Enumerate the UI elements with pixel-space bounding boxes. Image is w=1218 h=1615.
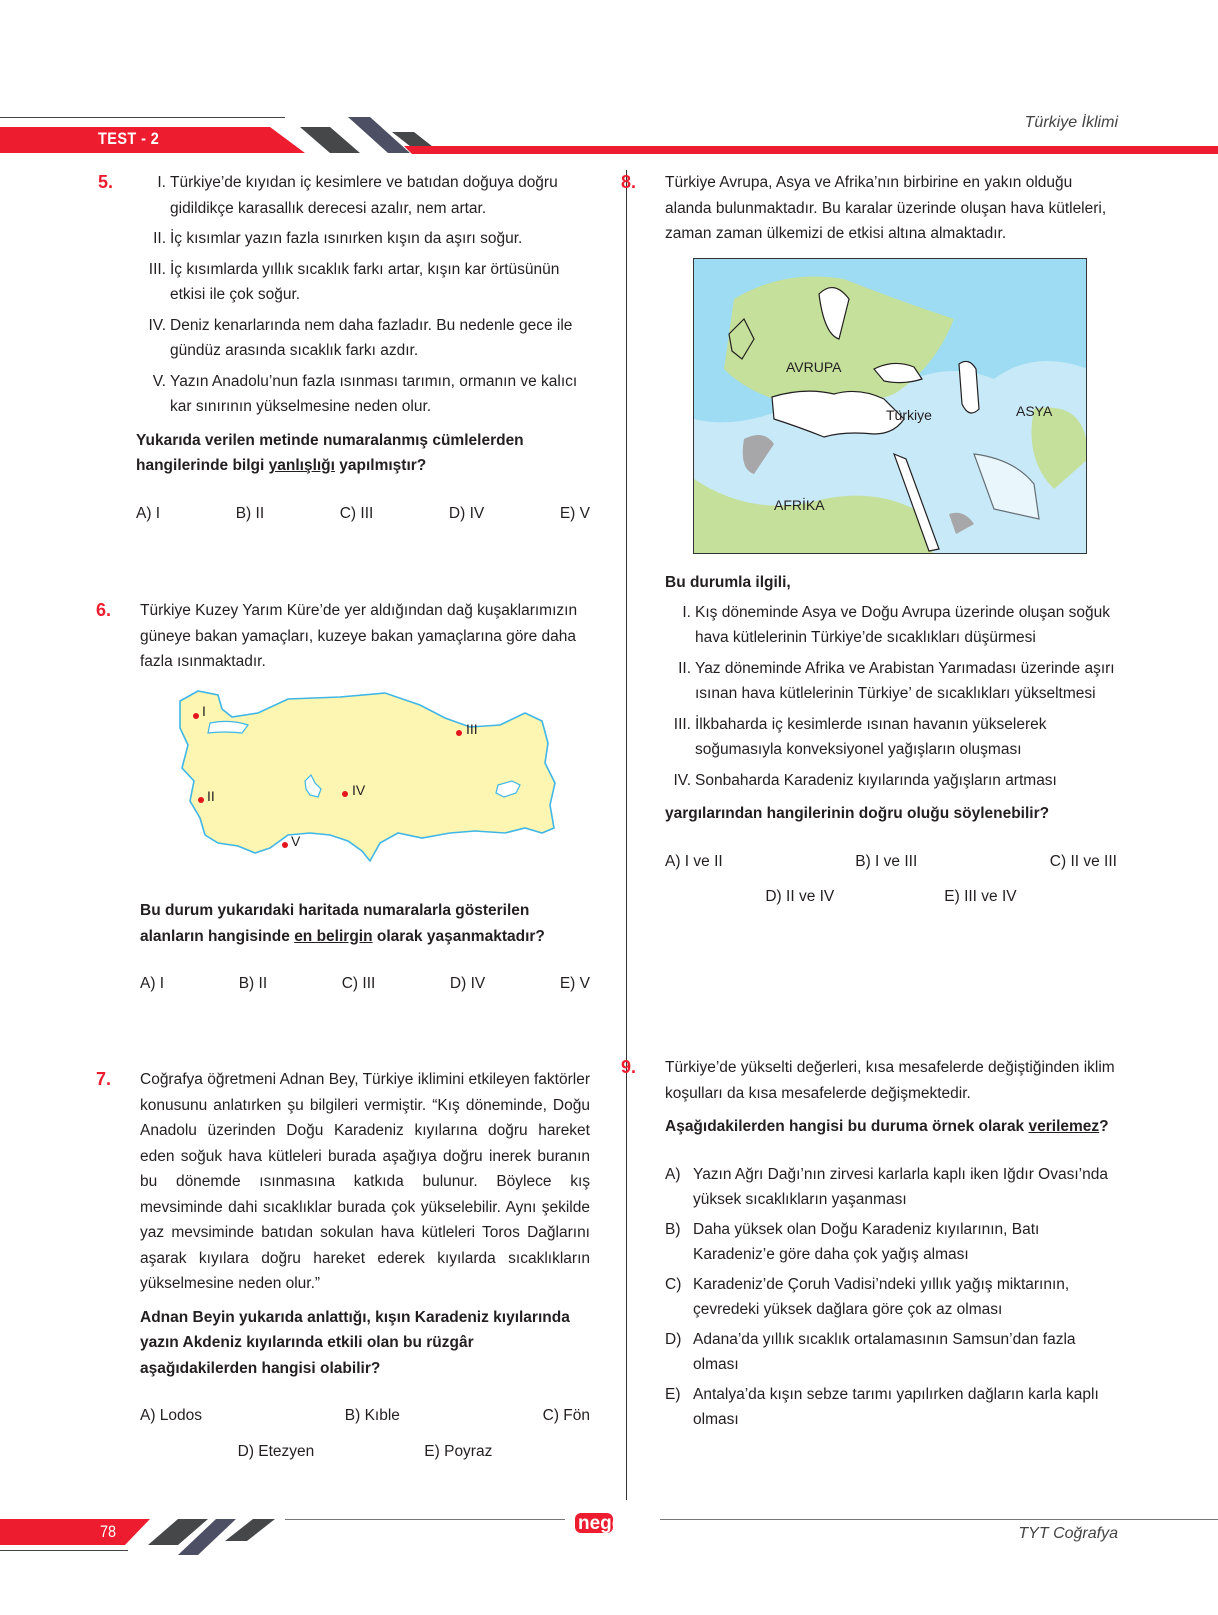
question-number: 9. [621, 1057, 637, 1077]
option-c[interactable]: C) III [339, 504, 374, 522]
question-number: 8. [621, 172, 637, 192]
option-b[interactable]: B) Kıble [344, 1407, 400, 1424]
page-number: 78 [100, 1522, 117, 1541]
map-label-asia: ASYA [1016, 403, 1053, 419]
option-a[interactable]: A) Lodos [140, 1407, 203, 1424]
question-stem: yargılarından hangilerinin doğru oluğu söylenebilir? [665, 805, 1050, 822]
question-text: Türkiye Avrupa, Asya ve Afrika’nın birbirine en yakın olduğu alanda bulunmaktadır. Bu karalar üzerinde oluşan hava kütleleri, zaman zaman ülkemizi de etkisi altına almaktadır. [665, 174, 1107, 242]
answer-options [136, 501, 590, 527]
statement-i: I. Türkiye’de kıyıdan iç kesimlere ve batıdan doğuya doğru gidildikçe karasallık derecesi azalır, nem artar. [157, 174, 558, 217]
map-point-iii [456, 730, 462, 736]
option-c[interactable]: C) II ve III [1049, 852, 1117, 870]
question-text: Türkiye’de yükselti değerleri, kısa mesafelerde değiştiğinden iklim koşulları da kısa mesafelerde değişmektedir. [665, 1059, 1115, 1102]
option-d[interactable]: D) IV [449, 975, 486, 992]
answer-options-row1 [665, 849, 1117, 875]
option-c[interactable]: C) Fön [542, 1407, 590, 1424]
header-red-rule [404, 146, 1218, 154]
question-6 [96, 598, 590, 675]
question-5 [98, 170, 590, 526]
option-b[interactable]: B) II [235, 504, 265, 522]
option-e[interactable]: E) III ve IV [944, 888, 1017, 905]
chapter-title: Türkiye İklimi [1024, 114, 1118, 131]
question-number: 6. [96, 600, 112, 620]
question-text: Türkiye Kuzey Yarım Küre’de yer aldığından dağ kuşaklarımızın güneye bakan yamaçları, kuzeye bakan yamaçlarına göre daha fazla ısınmaktadır. [140, 602, 578, 670]
question-number: 5. [98, 172, 114, 192]
statement-ii: II. İç kısımlar yazın fazla ısınırken kışın da aşırı soğur. [153, 230, 523, 247]
option-c[interactable]: C) Karadeniz’de Çoruh Vadisi’ndeki yıllık yağış miktarının, çevredeki yüksek dağlara göre çok az olması [665, 1275, 1070, 1318]
statement-iv: IV. Deniz kenarlarında nem daha fazladır. Bu nedenle gece ile gündüz arasında sıcaklık farkı azdır. [148, 316, 573, 359]
question-stem: Adnan Beyin yukarıda anlattığı, kışın Karadeniz kıyılarında yazın Akdeniz kıyılarında etkili olan bu rüzgâr aşağıdakilerden hangisi olabilir? [140, 1308, 570, 1377]
footer-rule-left [285, 1519, 565, 1520]
page-footer [0, 1505, 1218, 1565]
option-d[interactable]: D) Etezyen [237, 1442, 315, 1460]
question-9 [621, 1055, 1117, 1437]
map-point-ii [198, 797, 204, 803]
turkey-outline-icon [170, 683, 570, 883]
map-label-africa: AFRİKA [774, 497, 825, 513]
footer-red-band [0, 1519, 150, 1545]
statement-iii: III. İlkbaharda iç kesimlerde ısınan havanın yükselerek soğumasıyla konveksiyonel yağışların oluşması [673, 715, 1047, 758]
page-header [0, 100, 1218, 160]
statement-v: V. Yazın Anadolu’nun fazla ısınması tarımın, ormanın ve kalıcı kar sınırının yükselmesine neden olur. [152, 372, 578, 415]
answer-options [665, 1162, 1117, 1433]
question-stem: Bu durum yukarıdaki haritada numaralarla gösterilen alanların hangisinde en belirgin olarak yaşanmaktadır? [140, 902, 545, 945]
nego-logo-icon [573, 1505, 653, 1535]
option-e[interactable]: E) V [559, 975, 590, 992]
map-label-turkey: Türkiye [886, 407, 932, 423]
map-point-i [193, 713, 199, 719]
answer-options-row2 [140, 1439, 590, 1465]
course-title: TYT Coğrafya [1018, 1525, 1118, 1542]
option-b[interactable]: B) Daha yüksek olan Doğu Karadeniz kıyılarının, Batı Karadeniz’e göre daha çok yağış alması [665, 1220, 1040, 1263]
map-point-v [282, 842, 288, 848]
option-a[interactable]: A) I [140, 975, 165, 992]
option-d[interactable]: D) II ve IV [765, 888, 835, 905]
question-8 [621, 170, 1117, 247]
question-8-stem [665, 570, 1117, 910]
option-c[interactable]: C) III [341, 975, 376, 992]
statement-ii: II. Yaz döneminde Afrika ve Arabistan Yarımadası üzerinde aşırı ısınan hava kütlelerinin Türkiye’ de sıcaklıkları yükseltmesi [678, 659, 1115, 702]
question-6-stem [140, 898, 590, 997]
question-number: 7. [96, 1069, 112, 1089]
option-a[interactable]: A) I [136, 504, 161, 522]
publisher-logo [573, 1505, 653, 1535]
question-7 [96, 1067, 590, 1464]
footer-rule-right [660, 1519, 1218, 1520]
footer-rule [0, 1550, 128, 1551]
option-a[interactable]: A) Yazın Ağrı Dağı’nın zirvesi karlarla kaplı iken Iğdır Ovası’nda yüksek sıcaklıkların yaşanması [665, 1165, 1108, 1208]
question-stem: Aşağıdakilerden hangisi bu duruma örnek olarak verilemez? [665, 1118, 1109, 1135]
map-point-iv [342, 791, 348, 797]
question-intro: Bu durumla ilgili, [665, 574, 791, 591]
question-stem: Yukarıda verilen metinde numaralanmış cümlelerden hangilerinde bilgi yanlışlığı yapılmıştır? [136, 431, 524, 474]
test-label: TEST - 2 [98, 129, 160, 148]
option-e[interactable]: E) Antalya’da kışın sebze tarımı yapılırken dağların karla kaplı olması [665, 1385, 1099, 1428]
option-b[interactable]: B) I ve III [855, 852, 918, 870]
option-e[interactable]: E) V [559, 504, 590, 522]
answer-options-row2 [665, 884, 1117, 910]
option-b[interactable]: B) II [238, 975, 268, 992]
option-d[interactable]: D) IV [448, 504, 485, 522]
option-a[interactable]: A) I ve II [665, 852, 723, 870]
answer-options-row1 [140, 1403, 590, 1429]
column-divider [626, 170, 627, 1500]
header-rule [0, 117, 285, 118]
option-d[interactable]: D) Adana’da yıllık sıcaklık ortalamasının Samsun’dan fazla olması [665, 1330, 1076, 1373]
answer-options [140, 971, 590, 997]
header-stripe-icon [300, 127, 360, 153]
europe-asia-africa-map [693, 258, 1087, 554]
svg-text:nego: nego [578, 1513, 624, 1534]
question-text: Coğrafya öğretmeni Adnan Bey, Türkiye iklimini etkileyen faktörler konusunu anlatırken şu bilgileri vermiştir. “Kış döneminde, Doğu Anadolu üzerinden Doğu Karadeniz kıyılarına doğru hareket eden soğuk hava kütleleri burada aşağıya doğru inerek buranın bu dönemde ısınmasına katkıda bulunur. Böylece kış mevsiminde dahi sıcaklıklar burada çok yükselebilir. Aynı şekilde yaz mevsiminde batıdan sokulan hava kütleleri Toros Dağlarını aşarak kıyılara doğru hareket ederek kıyılarda sıcaklıkların yükselmesine neden olur.” [140, 1071, 590, 1292]
statement-iv: IV. Sonbaharda Karadeniz kıyılarında yağışların artması [673, 771, 1057, 789]
option-e[interactable]: E) Poyraz [424, 1442, 493, 1460]
turkey-map: I II III IV V [170, 683, 570, 883]
map-label-europe: AVRUPA [786, 359, 842, 375]
statement-i: I. Kış döneminde Asya ve Doğu Avrupa üzerinde oluşan soğuk hava kütlelerinin Türkiye’de sıcaklıkları düşürmesi [682, 603, 1111, 646]
statement-iii: III. İç kısımlarda yıllık sıcaklık farkı artar, kışın kar örtüsünün etkisi ile çok soğur. [148, 260, 560, 303]
